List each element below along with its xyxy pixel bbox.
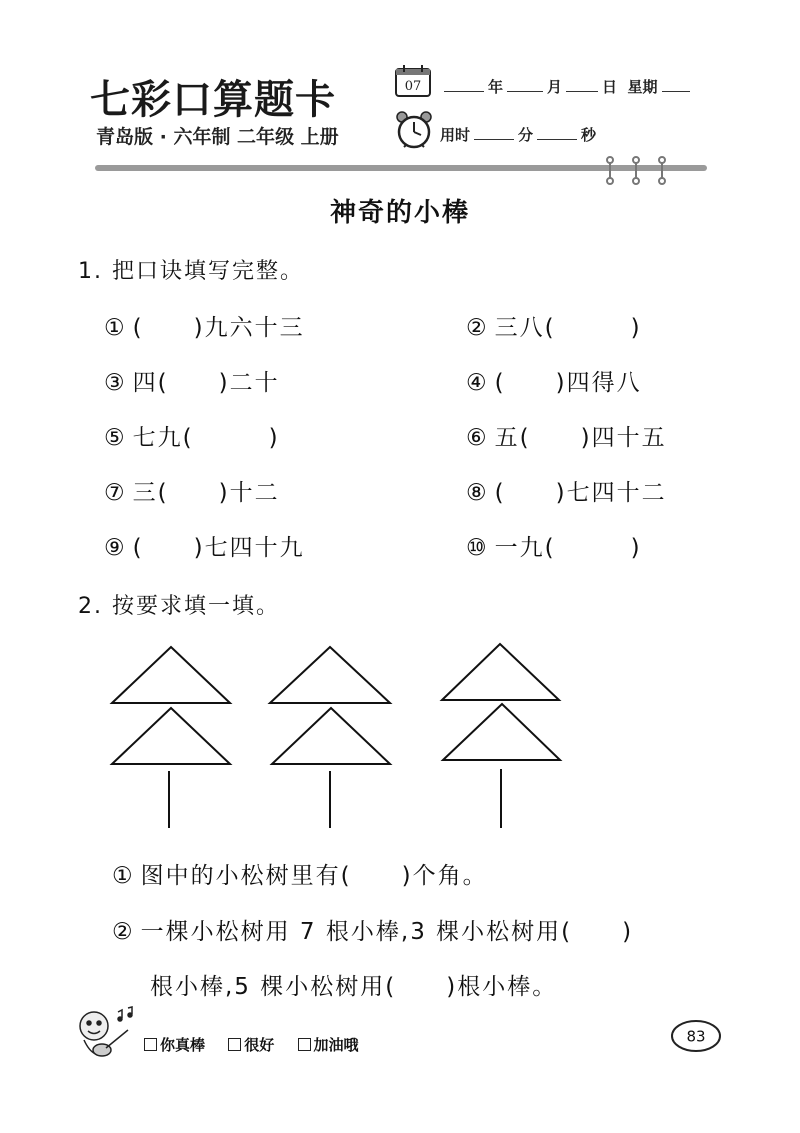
alarm-clock-icon bbox=[394, 110, 434, 150]
multiplication-item-7[interactable]: ⑦ 三( )十二 bbox=[104, 480, 280, 506]
rating-option-great[interactable]: 你真棒 bbox=[144, 1034, 205, 1055]
binder-rings-icon bbox=[600, 156, 680, 186]
section-2-heading: 2. 按要求填一填。 bbox=[78, 594, 280, 619]
self-rating-options bbox=[144, 1034, 377, 1055]
date-fields bbox=[440, 76, 694, 97]
year-blank[interactable] bbox=[444, 77, 484, 92]
month-label: 月 bbox=[547, 78, 563, 96]
second-label: 秒 bbox=[581, 126, 597, 144]
question-angles[interactable]: ① 图中的小松树里有( )个角。 bbox=[112, 863, 488, 889]
lesson-title: 神奇的小棒 bbox=[329, 198, 470, 228]
minute-blank[interactable] bbox=[474, 125, 514, 140]
mascot-playing-guitar-icon bbox=[72, 1004, 138, 1066]
multiplication-item-1[interactable]: ① ( )九六十三 bbox=[104, 315, 305, 341]
rating-checkbox[interactable] bbox=[298, 1038, 311, 1051]
rating-checkbox[interactable] bbox=[228, 1038, 241, 1051]
time-prefix-label: 用时 bbox=[440, 126, 471, 144]
multiplication-item-2[interactable]: ② 三八( ) bbox=[466, 315, 642, 341]
multiplication-item-8[interactable]: ⑧ ( )七四十二 bbox=[466, 480, 667, 506]
day-label: 日 bbox=[602, 78, 618, 96]
second-blank[interactable] bbox=[537, 125, 577, 140]
rating-checkbox[interactable] bbox=[144, 1038, 157, 1051]
month-blank[interactable] bbox=[507, 77, 543, 92]
edition-label: 青岛版 · 六年制 二年级 上册 bbox=[96, 126, 339, 148]
rating-option-good[interactable]: 很好 bbox=[228, 1034, 274, 1055]
pine-tree-1 bbox=[112, 647, 230, 828]
weekday-blank[interactable] bbox=[662, 77, 690, 92]
minute-label: 分 bbox=[518, 126, 534, 144]
page-number-badge bbox=[670, 1018, 722, 1054]
multiplication-item-9[interactable]: ⑨ ( )七四十九 bbox=[104, 535, 305, 561]
multiplication-item-6[interactable]: ⑥ 五( )四十五 bbox=[466, 425, 667, 451]
multiplication-item-4[interactable]: ④ ( )四得八 bbox=[466, 370, 642, 396]
year-label: 年 bbox=[488, 78, 504, 96]
multiplication-item-5[interactable]: ⑤ 七九( ) bbox=[104, 425, 280, 451]
question-sticks-line-2[interactable]: 根小棒,5 棵小松树用( )根小棒。 bbox=[150, 974, 558, 1000]
stick-pine-trees-figure bbox=[100, 636, 580, 836]
pine-tree-2 bbox=[270, 647, 390, 828]
page-number: 83 bbox=[686, 1027, 706, 1046]
calendar-icon bbox=[394, 64, 432, 98]
brand-title: 七彩口算题卡 bbox=[90, 77, 336, 123]
pine-tree-3 bbox=[442, 644, 560, 828]
weekday-label: 星期 bbox=[627, 78, 658, 96]
calendar-day: 07 bbox=[404, 79, 422, 94]
time-fields bbox=[440, 124, 596, 145]
rating-option-keep-trying[interactable]: 加油哦 bbox=[298, 1034, 359, 1055]
day-blank[interactable] bbox=[566, 77, 598, 92]
multiplication-item-10[interactable]: ⑩ 一九( ) bbox=[466, 535, 642, 561]
section-1-heading: 1. 把口诀填写完整。 bbox=[78, 259, 304, 284]
question-sticks-line-1[interactable]: ② 一棵小松树用 7 根小棒,3 棵小松树用( ) bbox=[112, 919, 634, 945]
multiplication-item-3[interactable]: ③ 四( )二十 bbox=[104, 370, 280, 396]
